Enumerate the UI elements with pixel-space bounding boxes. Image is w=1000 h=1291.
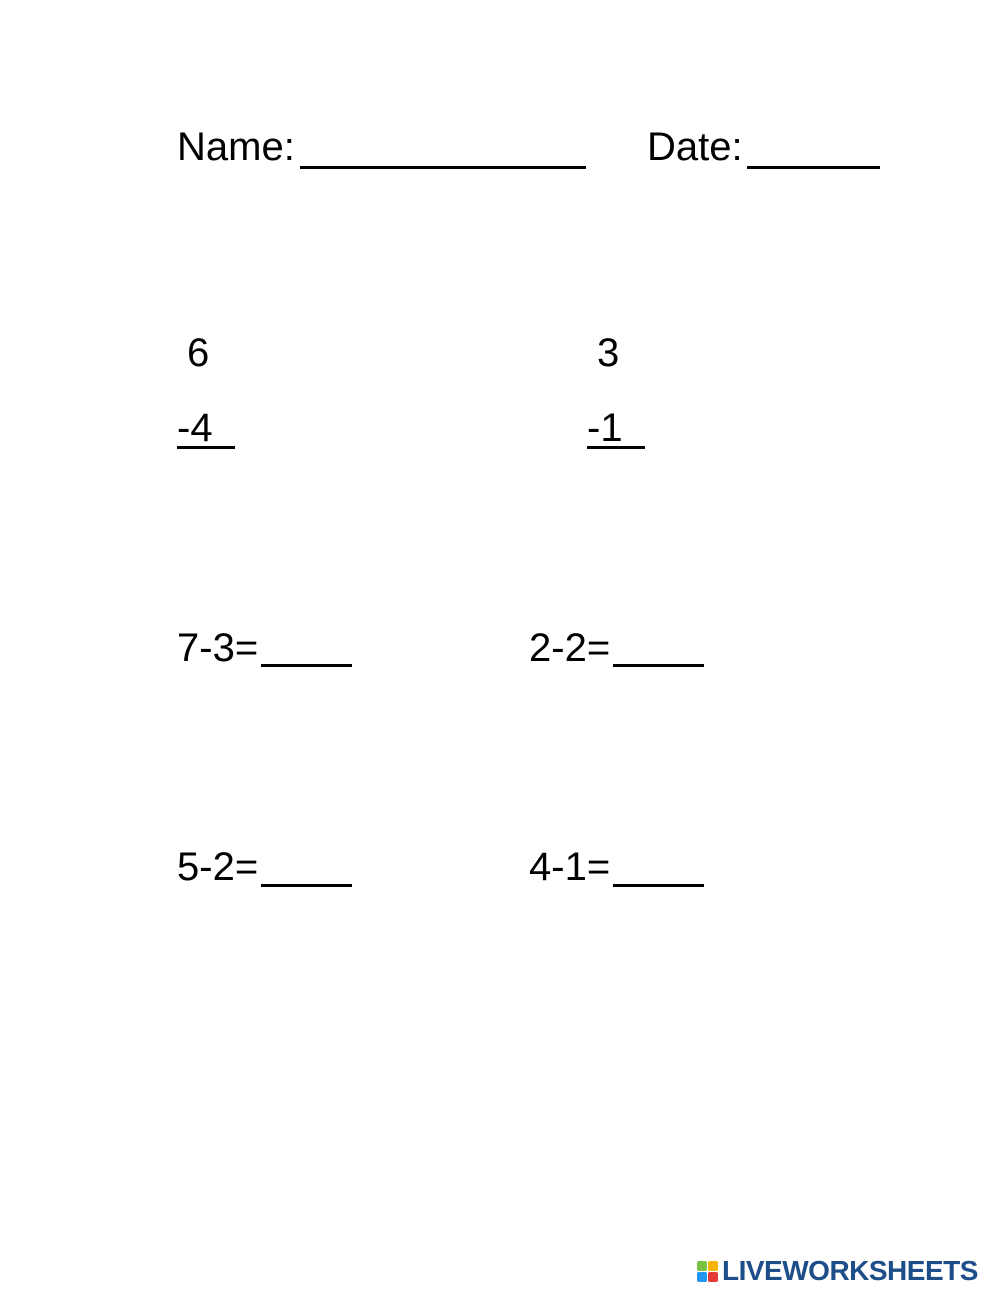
liveworksheets-logo-icon — [697, 1261, 718, 1282]
horizontal-problem-3: 5-2= — [177, 845, 259, 889]
liveworksheets-brand-text: LIVEWORKSHEETS — [722, 1255, 978, 1286]
horizontal-problem-1: 7-3= — [177, 626, 259, 670]
horizontal-problem-2: 2-2= — [529, 626, 611, 670]
vertical-problem-2-bottom: -1 — [587, 406, 623, 450]
date-label: Date: — [647, 125, 743, 169]
vertical-problem-2-top: 3 — [597, 331, 620, 375]
vertical-problem-2-line — [587, 446, 645, 449]
logo-square-blue — [697, 1272, 707, 1282]
horizontal-problem-4: 4-1= — [529, 845, 611, 889]
date-input-line[interactable] — [747, 166, 880, 169]
logo-square-red — [708, 1272, 718, 1282]
logo-square-green — [697, 1261, 707, 1271]
name-label: Name: — [177, 125, 295, 169]
horizontal-problem-2-answer[interactable] — [613, 664, 704, 667]
horizontal-problem-1-answer[interactable] — [261, 664, 352, 667]
vertical-problem-1-bottom: -4 — [177, 406, 213, 450]
horizontal-problem-4-answer[interactable] — [613, 884, 704, 887]
name-input-line[interactable] — [300, 166, 586, 169]
vertical-problem-1-top: 6 — [187, 331, 210, 375]
liveworksheets-logo — [697, 1256, 978, 1286]
vertical-problem-1-line — [177, 446, 235, 449]
horizontal-problem-3-answer[interactable] — [261, 884, 352, 887]
logo-square-yellow — [708, 1261, 718, 1271]
